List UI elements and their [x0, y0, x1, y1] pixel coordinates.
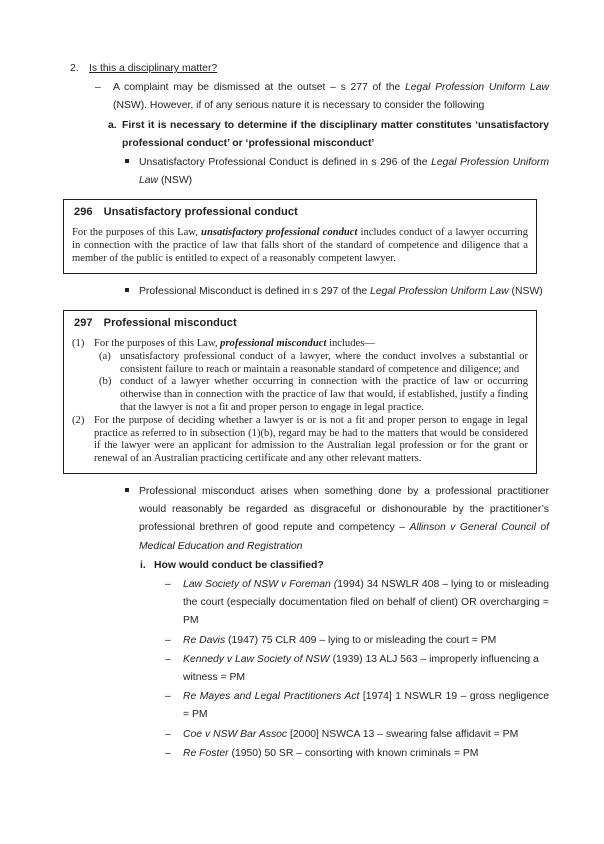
list-marker-dash: –: [165, 691, 171, 703]
subsection-1-label: (1): [72, 338, 85, 350]
case-entry-re-davis: [183, 632, 549, 650]
case-citation-rest: [2000] NSWCA 13: [290, 728, 375, 740]
case-entry-kennedy: [183, 651, 549, 687]
upc-definition-text: [139, 154, 549, 190]
case-citation-rest: 1994) 34 NSWLR 408: [337, 579, 440, 590]
case-description: – gross negligence = PM: [183, 691, 549, 721]
statute-297-title: Professional misconduct: [103, 317, 237, 330]
upc-text-part1: Unsatisfactory Professional Conduct is defined in s 296 of the: [139, 157, 432, 169]
section-heading: Is this a disciplinary matter?: [89, 63, 218, 74]
statute-297-heading: [74, 317, 528, 329]
case-citation-italic: Re Mayes and Legal Practitioners Act: [183, 691, 363, 703]
sub1-part1: For the purposes of this Law,: [94, 338, 221, 350]
case-list-item: [165, 745, 549, 763]
outline-item-i: [140, 557, 549, 575]
list-marker-dash: –: [165, 634, 171, 646]
case-list-item: [165, 576, 549, 631]
outline-item-pm: [125, 283, 549, 301]
case-list-item: [165, 726, 549, 744]
case-citation-italic: Re Davis: [183, 634, 229, 646]
paragraph-a-label: (a): [99, 350, 111, 362]
statute-296-body: [72, 227, 528, 265]
case-citation-rest: [1974] 1 NSWLR 19: [362, 691, 458, 703]
statute-297-subsection-1: [72, 338, 528, 351]
case-citation-italic: Law Society of NSW v Foreman (: [183, 579, 338, 590]
case-list-item: [165, 651, 549, 687]
square-bullet-icon: [125, 283, 139, 301]
outline-item-upc: [125, 154, 549, 190]
statute-296-number: 296: [74, 206, 93, 219]
paragraph-b-text: conduct of a lawyer whether occurring in connection with the practice of law or occurring otherwise than in connection with the practice of law that would, if established, justify a finding that the lawyer is not a fit and proper person to engage in legal practice.: [120, 376, 528, 413]
statute-296-heading: [74, 206, 528, 218]
allinson-text-part1: Professional misconduct arises when something done by a professional practitioner would reasonably be regarded as disgraceful or dishonourable by the practitioner’s professional brethren of good repute and competency –: [139, 485, 549, 534]
outline-item-complaint: [95, 79, 549, 115]
subsection-2-label: (2): [72, 414, 85, 426]
allinson-case-citation: Allinson v General Council of Medical Education and Registration: [139, 522, 549, 552]
list-marker-dash: –: [165, 579, 171, 590]
list-marker-dash: –: [165, 728, 171, 740]
outline-item-2: [70, 60, 549, 78]
legal-profession-uniform-law-italic-2: Legal Profession Uniform Law: [139, 157, 549, 187]
complaint-text-part1: A complaint may be dismissed at the outset – s 277 of the: [113, 82, 405, 94]
pm-definition-text: [139, 283, 549, 301]
statute-box-296: [63, 199, 537, 273]
list-marker-dash: –: [95, 82, 101, 94]
point-a-text: First it is necessary to determine if the disciplinary matter constitutes ‘unsatisfactory professional conduct’ or ‘professional misconduct’: [122, 119, 549, 149]
case-description: – consorting with known criminals = PM: [293, 747, 479, 759]
statute-297-body: [72, 338, 528, 466]
complaint-text-part2: (NSW). However, if of any serious nature it is necessary to consider the following: [113, 100, 485, 112]
sub1-part2: includes—: [326, 338, 375, 350]
upc-text-part2: (NSW): [158, 175, 193, 187]
list-marker-a: a.: [108, 119, 117, 131]
classified-heading: How would conduct be classified?: [154, 559, 324, 571]
statute-296-text-part1: For the purposes of this Law,: [72, 227, 202, 239]
square-bullet-icon: [125, 154, 139, 172]
statute-297-paragraph-b: [99, 376, 528, 414]
case-citation-italic: Coe v NSW Bar Assoc: [183, 728, 291, 740]
case-citation-rest: (1939) 13 ALJ 563: [332, 653, 418, 665]
statute-297-number: 297: [74, 317, 93, 330]
subsection-2-text: For the purpose of deciding whether a lawyer is or is not a fit and proper person to engage in legal practice as referred to in subsection (1)(b), regard may be had to the matters that would be considered if the lawyer were an applicant for admission to the Australian legal profession or for the grant or renewal of an Australian practicing certificate and any other relevant matters.: [94, 414, 528, 465]
case-description: – lying to or misleading the court = PM: [316, 634, 497, 646]
case-entry-re-foster: [183, 745, 549, 763]
statute-297-defined-term: professional misconduct: [220, 338, 327, 350]
legal-profession-uniform-law-italic-3: Legal Profession Uniform Law: [370, 285, 509, 297]
list-marker-2: 2.: [70, 63, 79, 74]
statute-297-paragraph-a: [99, 351, 528, 377]
paragraph-b-label: (b): [99, 376, 112, 388]
case-citation-italic: Kennedy v Law Society of NSW: [183, 653, 333, 665]
paragraph-a-text: unsatisfactory professional conduct of a lawyer, where the conduct involves a substantial or consistent failure to reach or maintain a reasonable standard of competence and diligence; and: [120, 350, 528, 375]
statute-296-defined-term: unsatisfactory professional conduct: [201, 227, 358, 239]
outline-item-allinson: [125, 483, 549, 556]
case-description: – improperly influencing a witness = PM: [183, 653, 539, 684]
list-marker-dash: –: [165, 747, 171, 759]
pm-text-part1: Professional Misconduct is defined in s 297 of the: [139, 285, 371, 297]
statute-297-subsection-2: [72, 415, 528, 466]
pm-text-part2: (NSW): [508, 285, 543, 297]
square-bullet-icon: [125, 483, 139, 501]
allinson-text: [139, 483, 549, 556]
list-marker-i: i.: [140, 559, 146, 571]
case-entry-re-mayes: [183, 688, 549, 724]
statute-296-title: Unsatisfactory professional conduct: [103, 206, 298, 219]
statute-box-297: [63, 310, 537, 474]
case-entry-coe: [183, 726, 549, 744]
case-description: – swearing false affidavit = PM: [374, 728, 519, 740]
case-citation-rest: (1947) 75 CLR 409: [228, 634, 317, 646]
statute-296-text-part2: includes conduct of a lawyer occurring in connection with the practice of law that falls short of the standard of competence and diligence that a member of the public is entitled to expect of a reasonably competent lawyer.: [72, 227, 529, 265]
legal-profession-uniform-law-italic-1: Legal Profession Uniform Law: [404, 82, 549, 94]
case-citation-italic: Re Foster: [183, 747, 232, 759]
complaint-text: [113, 79, 549, 115]
case-list-item: [165, 632, 549, 650]
outline-item-a: [108, 117, 549, 153]
list-marker-dash: –: [165, 653, 171, 665]
subsection-1-text: [94, 338, 528, 351]
case-description: – lying to or misleading the court (especially documentation filed on behalf of client) OR overcharging = PM: [183, 579, 549, 627]
case-list-item: [165, 688, 549, 724]
case-citation-rest: (1950) 50 SR: [231, 747, 294, 759]
case-entry-foreman: [183, 576, 549, 631]
